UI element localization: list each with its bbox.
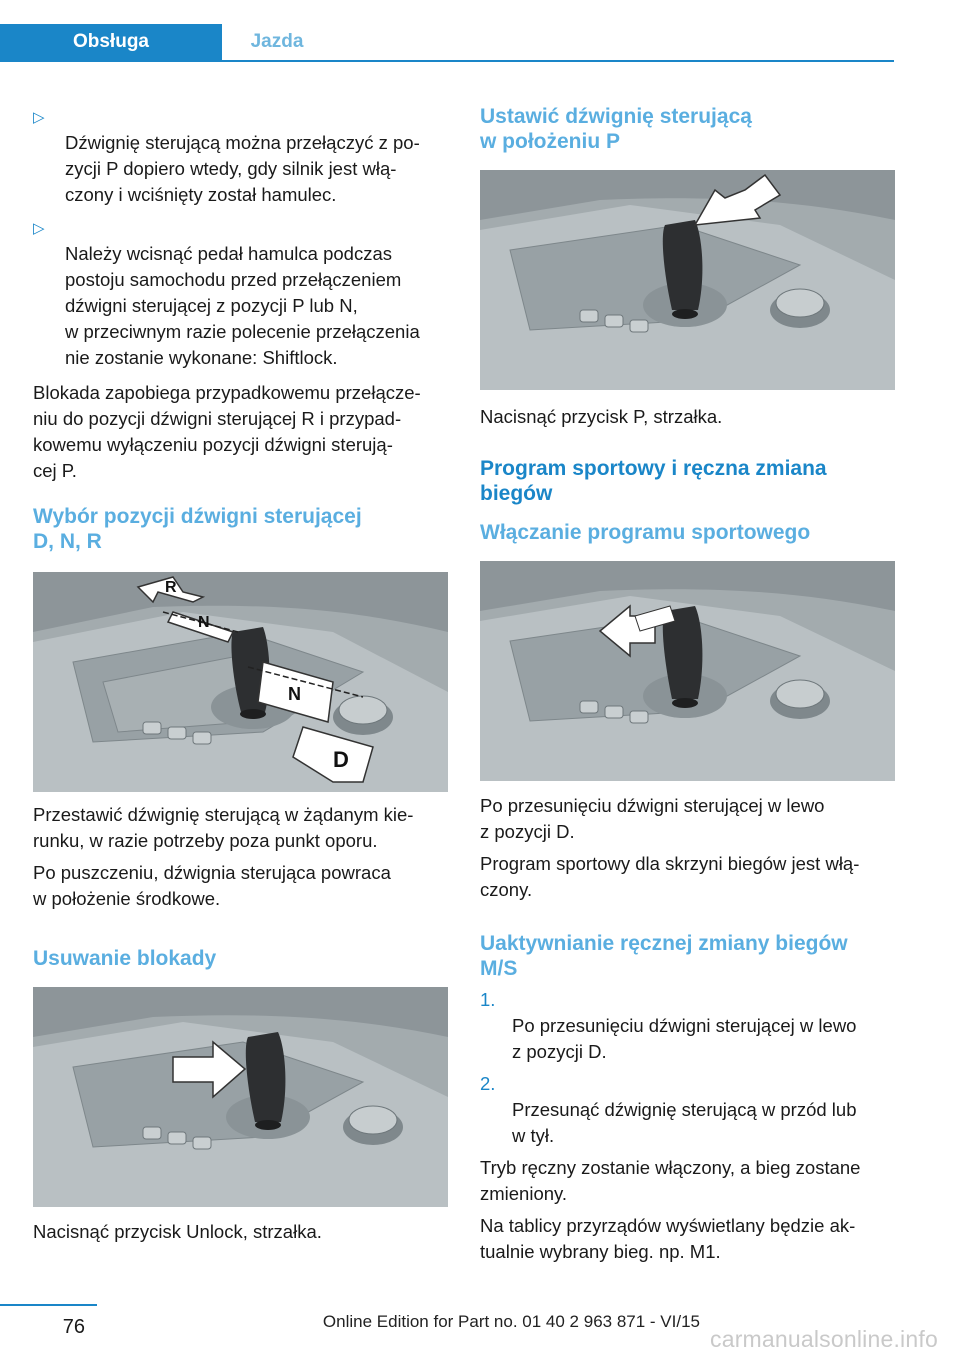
paragraph-press-p: Nacisnąć przycisk P, strzałka.	[480, 406, 723, 427]
paragraph-sport-1: Po przesunięciu dźwigni sterującej w lewo z pozycji D.	[480, 795, 825, 842]
tab-jazda[interactable]: Jazda	[250, 31, 304, 52]
label-d: D	[333, 747, 349, 772]
figure-selector-dnr	[33, 572, 448, 792]
p-button-illustration	[480, 170, 895, 390]
paragraph-unlock: Nacisnąć przycisk Unlock, strzałka.	[33, 1221, 322, 1242]
heading-select-position: Wybór pozycji dźwigni sterującej D, N, R	[33, 505, 362, 553]
paragraph-move-lever: Przestawić dźwignię sterującą w żądanym kie- runku, w razie potrzeby poza punkt oporu.	[33, 804, 414, 851]
tab-obsluga[interactable]: Obsługa	[0, 24, 222, 60]
step-number: 2.	[480, 1073, 496, 1094]
left-column	[33, 104, 448, 1245]
step-text: Przesunąć dźwignię sterującą w przód lub w tył.	[512, 1099, 857, 1146]
paragraph-lock-info: Blokada zapobiega przypadkowemu przełącze- niu do pozycji dźwigni sterującej R i przypad- kowemu wyłączeniu pozycji dźwigni sterują- cej P.	[33, 382, 421, 481]
label-n-top: N	[198, 614, 210, 631]
bullet-item	[33, 215, 448, 371]
paragraph-manual-2: Na tablicy przyrządów wyświetlany będzie ak- tualnie wybrany bieg. np. M1.	[480, 1215, 856, 1262]
sport-mode-illustration	[480, 561, 895, 781]
triangle-bullet-icon: ▷	[33, 220, 45, 237]
header-rule	[0, 60, 894, 62]
label-n-bottom: N	[288, 684, 301, 704]
paragraph-release-lever: Po puszczeniu, dźwignia sterująca powraca w położenie środkowe.	[33, 862, 391, 909]
bullet-item	[33, 104, 448, 208]
selector-lever-dnr-illustration	[33, 572, 448, 792]
paragraph-sport-2: Program sportowy dla skrzyni biegów jest włą- czony.	[480, 853, 860, 900]
chapter-tabs	[0, 0, 894, 62]
step-number: 1.	[480, 989, 496, 1010]
step-text: Po przesunięciu dźwigni sterującej w lewo z pozycji D.	[512, 1015, 857, 1062]
step-item	[480, 987, 895, 1065]
heading-sport-manual: Program sportowy i ręczna zmiana biegów	[480, 457, 827, 505]
bullet-text: Dźwignię sterującą można przełączyć z po- zycji P dopiero wtedy, gdy silnik jest włą- czony i wciśnięty został hamulec.	[65, 132, 420, 205]
heading-set-p: Ustawić dźwignię sterującą w położeniu P	[480, 105, 752, 153]
page-number: 76	[62, 1316, 85, 1338]
subheading-sport: Włączanie programu sportowego	[480, 521, 811, 544]
bullet-text: Należy wcisnąć pedał hamulca podczas postoju samochodu przed przełączeniem dźwigni sterującej z pozycji P lub N, w przeciwnym razie polecenie przełączenia nie zostanie wykonane: Shiftlock.	[65, 243, 420, 368]
edition-info: Online Edition for Part no. 01 40 2 963 871 - VI/15	[322, 1312, 700, 1331]
triangle-bullet-icon: ▷	[33, 109, 45, 126]
label-r: R	[165, 579, 177, 596]
unlock-button-illustration	[33, 987, 448, 1207]
paragraph-manual-1: Tryb ręczny zostanie włączony, a bieg zostane zmieniony.	[480, 1157, 861, 1204]
heading-manual-mode: Uaktywnianie ręcznej zmiany biegów M/S	[480, 932, 848, 980]
figure-unlock	[33, 987, 448, 1207]
right-column	[480, 104, 895, 1265]
step-item	[480, 1071, 895, 1149]
heading-unlock: Usuwanie blokady	[33, 947, 217, 970]
figure-p-button	[480, 170, 895, 390]
footer-rule	[0, 1304, 97, 1306]
watermark: carmanualsonline.info	[710, 1326, 938, 1352]
figure-sport	[480, 561, 895, 781]
